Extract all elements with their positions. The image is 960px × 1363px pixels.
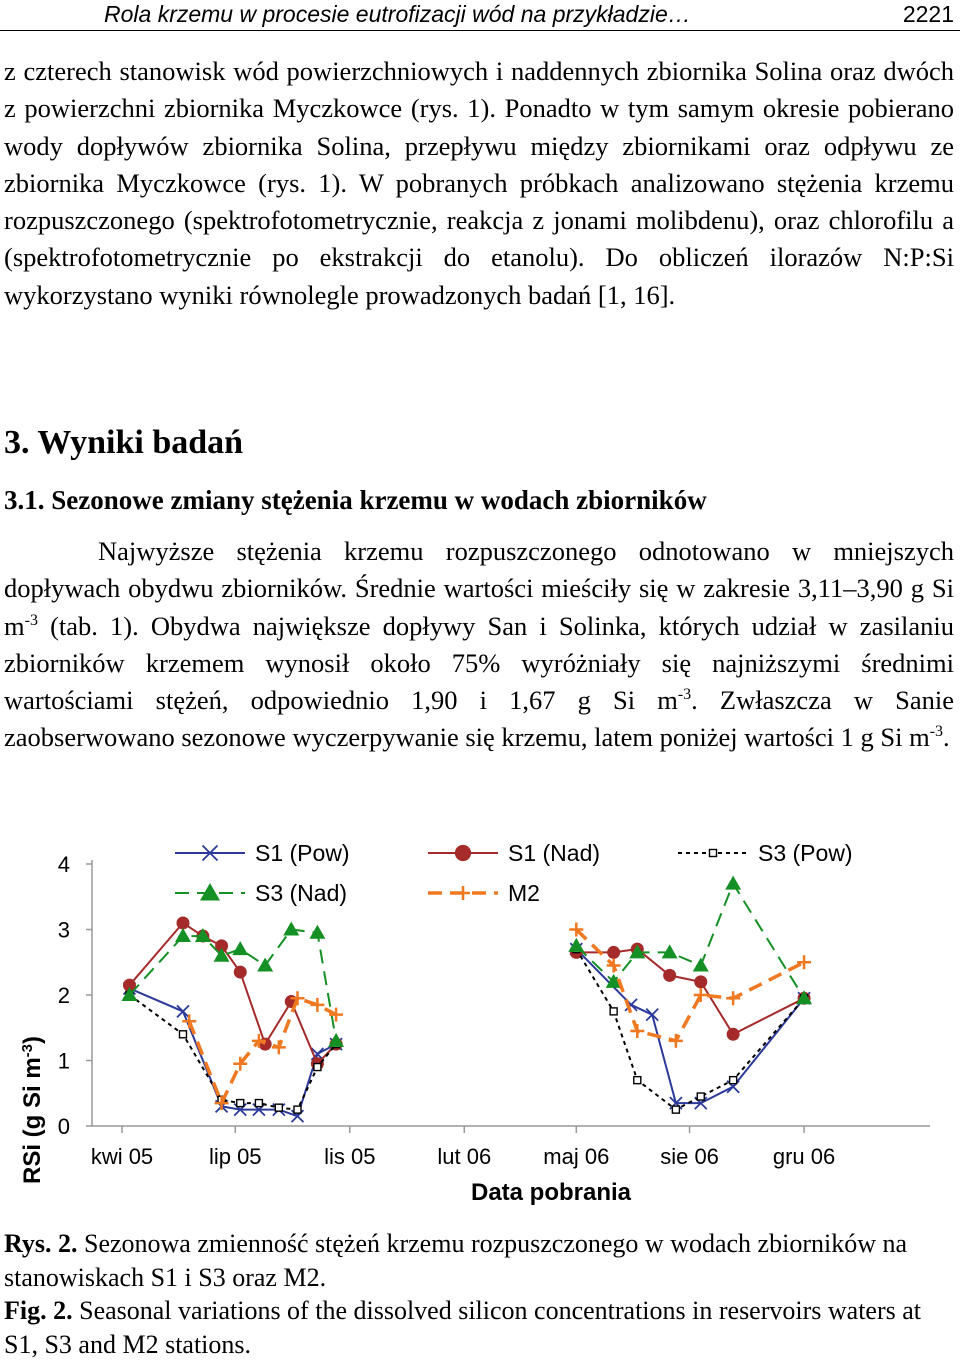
series-s3-nad — [121, 876, 812, 1047]
data-point-plus-marker — [310, 998, 324, 1012]
y-tick-label: 1 — [57, 1048, 70, 1074]
subsection-heading: 3.1. Sezonowe zmiany stężenia krzemu w wodach zbiorników — [4, 485, 707, 515]
data-point-triangle-marker — [309, 925, 325, 939]
legend-item — [428, 880, 540, 906]
data-point-circle-marker — [694, 975, 707, 988]
data-point-triangle-marker — [283, 922, 299, 936]
caption-fig-label: Fig. 2. — [4, 1296, 73, 1325]
caption-polish — [4, 1227, 954, 1294]
caption-fig-text: Seasonal variations of the dissolved silicon concentrations in reservoirs waters at S1, S3 and M2 stations. — [4, 1296, 921, 1359]
caption-rys-text: Sezonowa zmienność stężeń krzemu rozpuszczonego w wodach zbiorników na stanowiskach S1 i S3 oraz M2. — [4, 1229, 908, 1292]
chart-svg — [0, 820, 960, 1220]
data-point-triangle-marker — [568, 938, 584, 952]
x-tick-label: lut 06 — [437, 1144, 492, 1169]
data-point-triangle-marker — [328, 1033, 344, 1047]
x-tick-label: kwi 05 — [90, 1144, 154, 1169]
data-point-triangle-marker — [232, 941, 248, 955]
data-point-square-marker — [275, 1104, 282, 1111]
data-point-x-marker — [646, 1009, 658, 1021]
y-axis-label: RSi (g Si $m^{-3}$) — [19, 1035, 46, 1185]
series-m2 — [182, 923, 811, 1111]
data-point-square-marker — [610, 1008, 617, 1015]
data-point-plus-marker — [630, 1024, 644, 1038]
data-point-triangle-marker — [693, 958, 709, 972]
caption-rys-label: Rys. 2. — [4, 1229, 78, 1258]
data-point-square-marker — [255, 1100, 262, 1107]
data-point-circle-marker — [234, 966, 247, 979]
x-tick-label: lis 05 — [324, 1144, 376, 1169]
y-tick-label: 4 — [57, 852, 70, 877]
section-heading: 3. Wyniki badań — [4, 424, 244, 461]
data-point-square-marker — [730, 1077, 737, 1084]
series-s1-nad — [123, 916, 811, 1070]
legend-item — [175, 840, 350, 866]
data-point-square-marker — [710, 850, 717, 857]
y-tick-label: 3 — [57, 917, 70, 943]
data-point-circle-marker — [663, 969, 676, 982]
data-point-square-marker — [697, 1093, 704, 1100]
data-point-x-marker — [177, 1005, 189, 1017]
data-point-triangle-marker — [725, 876, 741, 890]
figure-caption — [4, 1227, 954, 1361]
superscript: -3 — [24, 611, 38, 629]
data-point-square-marker — [237, 1100, 244, 1107]
text-run: . Zwłaszcza w Sanie zaobserwowano sezonowe wyczerpywanie się krzemu, latem poniżej wartości 1 g Si m — [4, 685, 954, 753]
paragraph-methods: z czterech stanowisk wód powierzchniowych i naddennych zbiornika Solina oraz dwóch z powierzchni zbiornika Myczkowce (rys. 1). Ponadto w tym samym okresie pobierano wody dopływów zbiornika Solina, przepływu między zbiornikami oraz odpływu ze zbiornika Myczkowce (rys. 1). W pobranych próbkach analizowano stężenia krzemu rozpuszczonego (spektrofotometrycznie, reakcja z jonami molibdenu), oraz chlorofilu a (spektrofotometrycznie po ekstrakcji do etanolu). Do obliczeń ilorazów N:P:Si wykorzystano wyniki równolegle prowadzonych badań [1, 16]. — [4, 56, 954, 310]
legend-item — [428, 840, 600, 866]
legend-label: S1 (Pow) — [255, 840, 350, 866]
figure-silicon-chart — [0, 820, 960, 1225]
text-run: Najwyższe stężenia krzemu rozpuszczonego odnotowano w mniejszych dopływach obydwu zbiorników. Średnie wartości mieściły się w zakresie 3,11–3,90 g Si m — [4, 536, 954, 641]
text-run: . — [943, 722, 950, 753]
superscript: -3 — [677, 686, 692, 704]
series-line — [130, 988, 337, 1116]
x-axis-label: Data pobrania — [470, 1179, 632, 1206]
data-point-circle-marker — [176, 916, 189, 929]
data-point-square-marker — [294, 1106, 301, 1113]
axes-group — [58, 852, 930, 1169]
data-point-plus-marker — [797, 955, 811, 969]
paragraph-results — [4, 533, 954, 757]
data-point-square-marker — [634, 1077, 641, 1084]
data-point-plus-marker — [726, 991, 740, 1005]
legend-label: S1 (Nad) — [508, 840, 601, 866]
data-point-square-marker — [179, 1031, 186, 1038]
series-group — [121, 876, 812, 1123]
y-tick-label: 2 — [57, 983, 70, 1008]
data-point-square-marker — [672, 1106, 679, 1113]
data-point-triangle-marker — [257, 958, 273, 972]
data-point-plus-marker — [669, 1034, 683, 1048]
data-point-circle-marker — [455, 845, 471, 861]
legend-label: S3 (Nad) — [255, 880, 348, 906]
caption-english — [4, 1294, 954, 1361]
legend-label: M2 — [508, 880, 540, 906]
page-number: 2221 — [902, 1, 954, 27]
running-header — [0, 0, 960, 31]
series-line — [130, 923, 337, 1064]
legend-label: S3 (Pow) — [758, 840, 853, 866]
legend-group — [175, 840, 853, 906]
data-point-plus-marker — [272, 1040, 286, 1054]
text-run: (tab. 1). Obydwa największe dopływy San i Solinka, których udział w zasilaniu zbiorników krzemem wynosił około 75% wyróżniały się najniższymi średnimi wartościami stężeń, odpowiednio 1,90 i 1,67 g Si m — [4, 610, 954, 716]
x-tick-label: gru 06 — [772, 1144, 836, 1169]
legend-item — [175, 880, 347, 906]
series-line — [576, 949, 804, 1110]
x-tick-label: sie 06 — [660, 1144, 719, 1169]
data-point-plus-marker — [456, 886, 470, 900]
x-tick-label: lip 05 — [208, 1144, 262, 1169]
x-tick-label: maj 06 — [543, 1144, 610, 1169]
running-title: Rola krzemu w procesie eutrofizacji wód na przykładzie… — [104, 1, 691, 27]
series-line — [130, 930, 337, 1041]
superscript: -3 — [929, 723, 944, 741]
data-point-triangle-marker — [200, 883, 220, 901]
series-line — [576, 949, 804, 1103]
y-tick-label: 0 — [57, 1114, 70, 1139]
data-point-plus-marker — [329, 1008, 343, 1022]
data-point-square-marker — [314, 1064, 321, 1071]
data-point-circle-marker — [607, 946, 620, 959]
data-point-circle-marker — [727, 1028, 740, 1041]
legend-item — [678, 840, 853, 866]
